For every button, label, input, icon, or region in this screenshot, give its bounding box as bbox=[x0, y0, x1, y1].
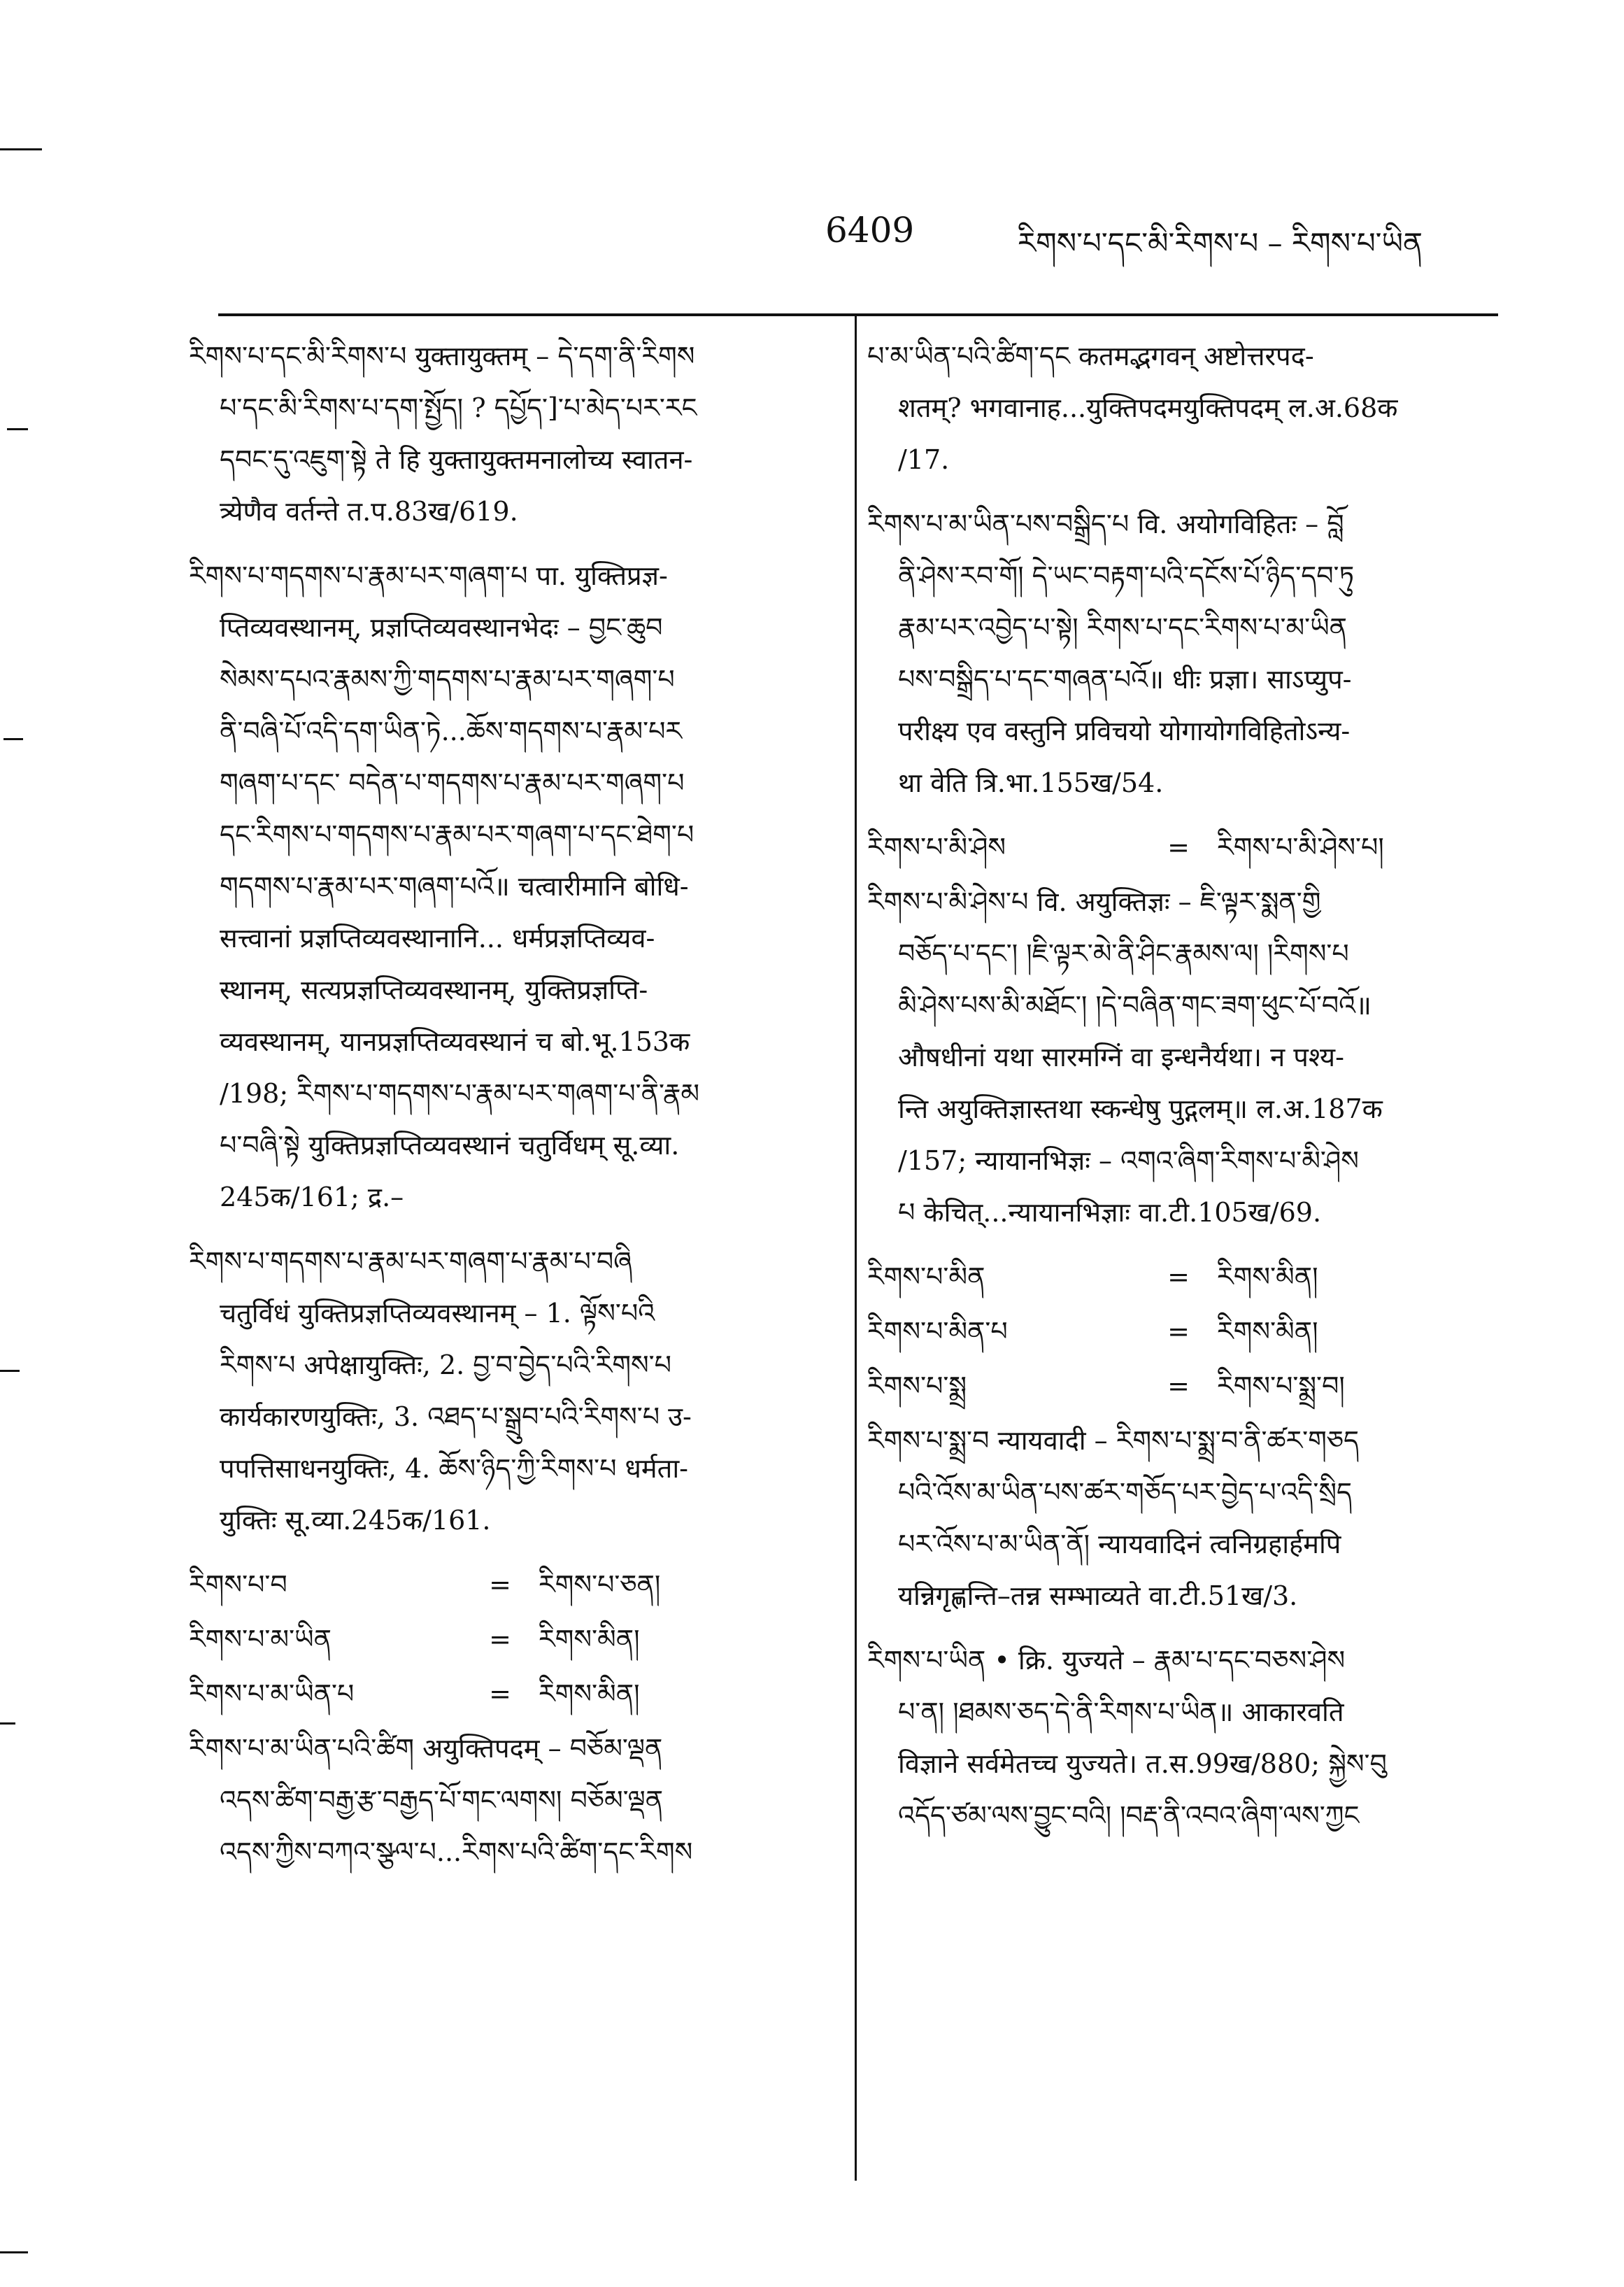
entry-line: सत्त्वानां प्रज्ञप्तिव्यवस्थानानि... धर्मप्रज्ञप्तिव्यव- bbox=[220, 923, 655, 954]
equals-sign: = bbox=[489, 1569, 511, 1600]
entry-line: རིགས་པ་མ་ཡིན་པས་བསྒྲིད་པ वि. अयोगविहितः – བློ bbox=[867, 509, 1344, 539]
dictionary-entry bbox=[189, 550, 832, 1223]
entry-line: /157; न्यायानभिज्ञः – འགའ་ཞིག་རིགས་པ་མི་ཤེས bbox=[898, 1145, 1359, 1176]
entry-line: རིགས་པ་སྨྲ་བ न्यायवादी – རིགས་པ་སྨྲ་བ་ནི་ཚར་གཅད bbox=[867, 1425, 1360, 1456]
entry-line: རིགས་པ་གདགས་པ་རྣམ་པར་གཞག་པ पा. युक्तिप्रज्ञ- bbox=[189, 560, 668, 591]
entry-line: /17. bbox=[898, 444, 950, 475]
entry-line: པར་འོས་པ་མ་ཡིན་ནོ། न्यायवादिनं त्वनिग्रहार्हमपि bbox=[898, 1529, 1341, 1559]
entry-line: འདས་ཀྱིས་བཀའ་སྩལ་པ...རིགས་པའི་ཚིག་དང་རིགས bbox=[220, 1836, 693, 1867]
entry-line: པ་ན། །ཐམས་ཅད་དེ་ནི་རིགས་པ་ཡིན॥ आकारवति bbox=[898, 1697, 1344, 1727]
entry-line: 245क/161; द्र.– bbox=[220, 1182, 404, 1212]
left-column bbox=[189, 330, 832, 1890]
entry-line: व्यवस्थानम्, यानप्रज्ञप्तिव्यवस्थानं च बो.भू.153क bbox=[220, 1026, 690, 1057]
equals-sign: = bbox=[1167, 1371, 1190, 1401]
entry-line: शतम्? भगवानाह...युक्तिपदमयुक्तिपदम् ल.अ.68क bbox=[898, 392, 1398, 423]
equals-sign: = bbox=[1167, 1261, 1190, 1292]
entry-line: རིགས་པ་ཡིན • क्रि. युज्यते – རྣམ་པ་དང་བཅས་ཤེས bbox=[867, 1645, 1346, 1676]
entry-line: था वेति त्रि.भा.155ख/54. bbox=[898, 767, 1164, 798]
entry-line: པ་བཞི་སྟེ युक्तिप्रज्ञप्तिव्यवस्थानं चतुर्विधम् सू.व्या. bbox=[220, 1130, 680, 1161]
entry-line: ནི་ཤེས་རབ་གོ། དེ་ཡང་བརྟག་པའི་དངོས་པོ་ཉིད་དབ་ཏུ bbox=[898, 560, 1355, 591]
cross-reference-entry bbox=[189, 1559, 832, 1610]
xref-target: རིགས་མིན། bbox=[1217, 1261, 1318, 1292]
margin-mark bbox=[0, 1722, 15, 1725]
xref-headword: རིགས་པ་མིན་པ bbox=[867, 1316, 1008, 1347]
margin-mark bbox=[3, 738, 23, 740]
entry-line: གདགས་པ་རྣམ་པར་གཞག་པའོ॥ चत्वारीमानि बोधि- bbox=[220, 871, 689, 902]
entry-line: स्थानम्, सत्यप्रज्ञप्तिव्यवस्थानम्, युक्तिप्रज्ञप्ति- bbox=[220, 975, 648, 1005]
entry-line: འདོད་ཙམ་ལས་བྱུང་བའི། །བརྡ་ནི་འབའ་ཞིག་ལས་ཀྱང bbox=[898, 1800, 1360, 1831]
entry-line: प्तिव्यवस्थानम्, प्रज्ञप्तिव्यवस्थानभेदः – བྱང་ཆུབ bbox=[220, 612, 663, 643]
margin-mark bbox=[0, 1370, 20, 1372]
cross-reference-entry bbox=[867, 1251, 1483, 1303]
entry-line: གཞག་པ་དང་ བདེན་པ་གདགས་པ་རྣམ་པར་གཞག་པ bbox=[220, 767, 685, 798]
entry-line: འདས་ཚིག་བརྒྱ་རྩ་བརྒྱད་པོ་གང་ལགས། བཅོམ་ལྡན bbox=[220, 1785, 664, 1815]
entry-line: विज्ञाने सर्वमेतच्च युज्यते। त.स.99ख/880; སྐྱེས་བུ bbox=[898, 1748, 1387, 1779]
entry-line: /198; རིགས་པ་གདགས་པ་རྣམ་པར་གཞག་པ་ནི་རྣམ bbox=[220, 1078, 700, 1109]
entry-line: यन्निगृह्णन्ति–तन्न सम्भाव्यते वा.टी.51ख/3. bbox=[898, 1580, 1298, 1611]
entry-line: པ केचित्...न्यायानभिज्ञाः वा.टी.105ख/69. bbox=[898, 1197, 1322, 1228]
equals-sign: = bbox=[489, 1624, 511, 1655]
entry-line: པ་དང་མི་རིགས་པ་དག་སྤྱོད། ? དཔྱོད་]་པ་མེད་པར་རང bbox=[220, 392, 697, 423]
xref-target: རིགས་མིན། bbox=[539, 1624, 640, 1655]
xref-headword: རིགས་པ་མི་ཤེས bbox=[867, 832, 1006, 863]
entry-line: དབང་དུ་འཇུག་སྟེ ते हि युक्तायुक्तमनालोच्य स्वातन- bbox=[220, 444, 693, 475]
entry-line: བཅོད་པ་དང་། །ཇི་ལྟར་མེ་ནི་ཤིང་རྣམས་ལ། །རིགས་པ bbox=[898, 938, 1349, 969]
margin-mark bbox=[7, 428, 28, 430]
entry-line: न्ति अयुक्तिज्ञास्तथा स्कन्धेषु पुद्गलम्॥ ल.अ.187क bbox=[898, 1093, 1383, 1124]
cross-reference-entry bbox=[867, 1360, 1483, 1412]
xref-headword: རིགས་པ་མ་ཡིན་པ bbox=[189, 1678, 355, 1709]
header-rule bbox=[218, 313, 1498, 316]
dictionary-entry bbox=[867, 498, 1483, 809]
entry-line: རིགས་པ अपेक्षायुक्तिः, 2. བྱ་བ་བྱེད་པའི་རིགས་པ bbox=[220, 1350, 671, 1380]
xref-target: རིགས་པ་མི་ཤེས་པ། bbox=[1217, 832, 1384, 863]
running-head: རིགས་པ་དང་མི་རིགས་པ – རིགས་པ་ཡིན bbox=[1018, 226, 1423, 260]
entry-line: མི་ཤེས་པས་མི་མཐོང་། །དེ་བཞིན་གང་ཟག་ཕུང་པོ་བའོ॥ bbox=[898, 990, 1372, 1021]
entry-line: ནི་བཞི་པོ་འདི་དག་ཡིན་ཏེ...ཆོས་གདགས་པ་རྣམ་པར bbox=[220, 716, 683, 746]
margin-mark bbox=[0, 148, 42, 150]
dictionary-entry bbox=[867, 330, 1483, 486]
equals-sign: = bbox=[1167, 1316, 1190, 1347]
xref-headword: རིགས་པ་མིན bbox=[867, 1261, 985, 1292]
xref-headword: རིགས་པ་བ bbox=[189, 1569, 287, 1600]
dictionary-entry bbox=[189, 1235, 832, 1546]
entry-line: चतुर्विधं युक्तिप्रज्ञप्तिव्यवस्थानम् – 1. ལྟོས་པའི bbox=[220, 1298, 655, 1329]
page-number: 6409 bbox=[825, 210, 915, 250]
dictionary-entry bbox=[189, 330, 832, 537]
entry-line: པས་བསྒྲིད་པ་དང་གཞན་པའོ॥ धीः प्रज्ञा। साऽप्युप- bbox=[898, 664, 1352, 695]
equals-sign: = bbox=[1167, 832, 1190, 863]
dictionary-entry bbox=[867, 1634, 1483, 1841]
margin-mark bbox=[0, 2251, 28, 2253]
cross-reference-entry bbox=[189, 1668, 832, 1720]
entry-line: རྣམ་པར་འབྱེད་པ་སྟེ། རིགས་པ་དང་རིགས་པ་མ་ཡིན bbox=[898, 612, 1348, 643]
xref-target: རིགས་པ་སྨྲ་བ། bbox=[1217, 1371, 1345, 1401]
entry-line: औषधीनां यथा सारमग्निं वा इन्धनैर्यथा। न पश्य- bbox=[898, 1042, 1344, 1072]
cross-reference-entry bbox=[867, 821, 1483, 873]
dictionary-entry bbox=[867, 1415, 1483, 1622]
entry-line: རིགས་པ་གདགས་པ་རྣམ་པར་གཞག་པ་རྣམ་པ་བཞི bbox=[189, 1246, 632, 1277]
entry-line: སེམས་དཔའ་རྣམས་ཀྱི་གདགས་པ་རྣམ་པར་གཞག་པ bbox=[220, 664, 675, 695]
xref-target: རིགས་མིན། bbox=[1217, 1316, 1318, 1347]
entry-line: དང་རིགས་པ་གདགས་པ་རྣམ་པར་གཞག་པ་དང་ཐེག་པ bbox=[220, 819, 695, 850]
column-divider bbox=[855, 316, 857, 2181]
cross-reference-entry bbox=[189, 1613, 832, 1665]
xref-headword: རིགས་པ་མ་ཡིན bbox=[189, 1624, 332, 1655]
xref-target: རིགས་པ་ཅན། bbox=[539, 1569, 661, 1600]
entry-line: པའི་འོས་མ་ཡིན་པས་ཚར་གཅོད་པར་བྱེད་པ་འདི་སྲིད bbox=[898, 1477, 1352, 1508]
entry-line: པ་མ་ཡིན་པའི་ཚིག་དང कतमद्भगवन् अष्टोत्तरपद- bbox=[867, 341, 1314, 371]
entry-line: རིགས་པ་དང་མི་རིགས་པ युक्तायुक्तम् – དེ་དག་ནི་རིགས bbox=[189, 341, 695, 371]
entry-line: རིགས་པ་མ་ཡིན་པའི་ཚིག अयुक्तिपदम् – བཅོམ་ལྡན bbox=[189, 1733, 663, 1764]
entry-line: རིགས་པ་མི་ཤེས་པ वि. अयुक्तिज्ञः – ཇི་ལྟར་སྨན་གྱི bbox=[867, 886, 1321, 917]
entry-line: त्र्येणैव वर्तन्ते त.प.83ख/619. bbox=[220, 496, 518, 527]
equals-sign: = bbox=[489, 1678, 511, 1709]
dictionary-entry bbox=[189, 1722, 832, 1878]
dictionary-entry bbox=[867, 876, 1483, 1238]
entry-line: पपत्तिसाधनयुक्तिः, 4. ཆོས་ཉིད་ཀྱི་རིགས་པ धर्मता- bbox=[220, 1453, 688, 1484]
entry-line: युक्तिः सू.व्या.245क/161. bbox=[220, 1505, 491, 1536]
xref-target: རིགས་མིན། bbox=[539, 1678, 640, 1709]
right-column bbox=[867, 330, 1483, 1854]
entry-line: कार्यकारणयुक्तिः, 3. འཐད་པ་སྒྲུབ་པའི་རིགས་པ उ- bbox=[220, 1401, 692, 1432]
entry-line: परीक्ष्य एव वस्तुनि प्रविचयो योगायोगविहितोऽन्य- bbox=[898, 716, 1351, 746]
cross-reference-entry bbox=[867, 1305, 1483, 1357]
xref-headword: རིགས་པ་སྨྲ bbox=[867, 1371, 967, 1401]
